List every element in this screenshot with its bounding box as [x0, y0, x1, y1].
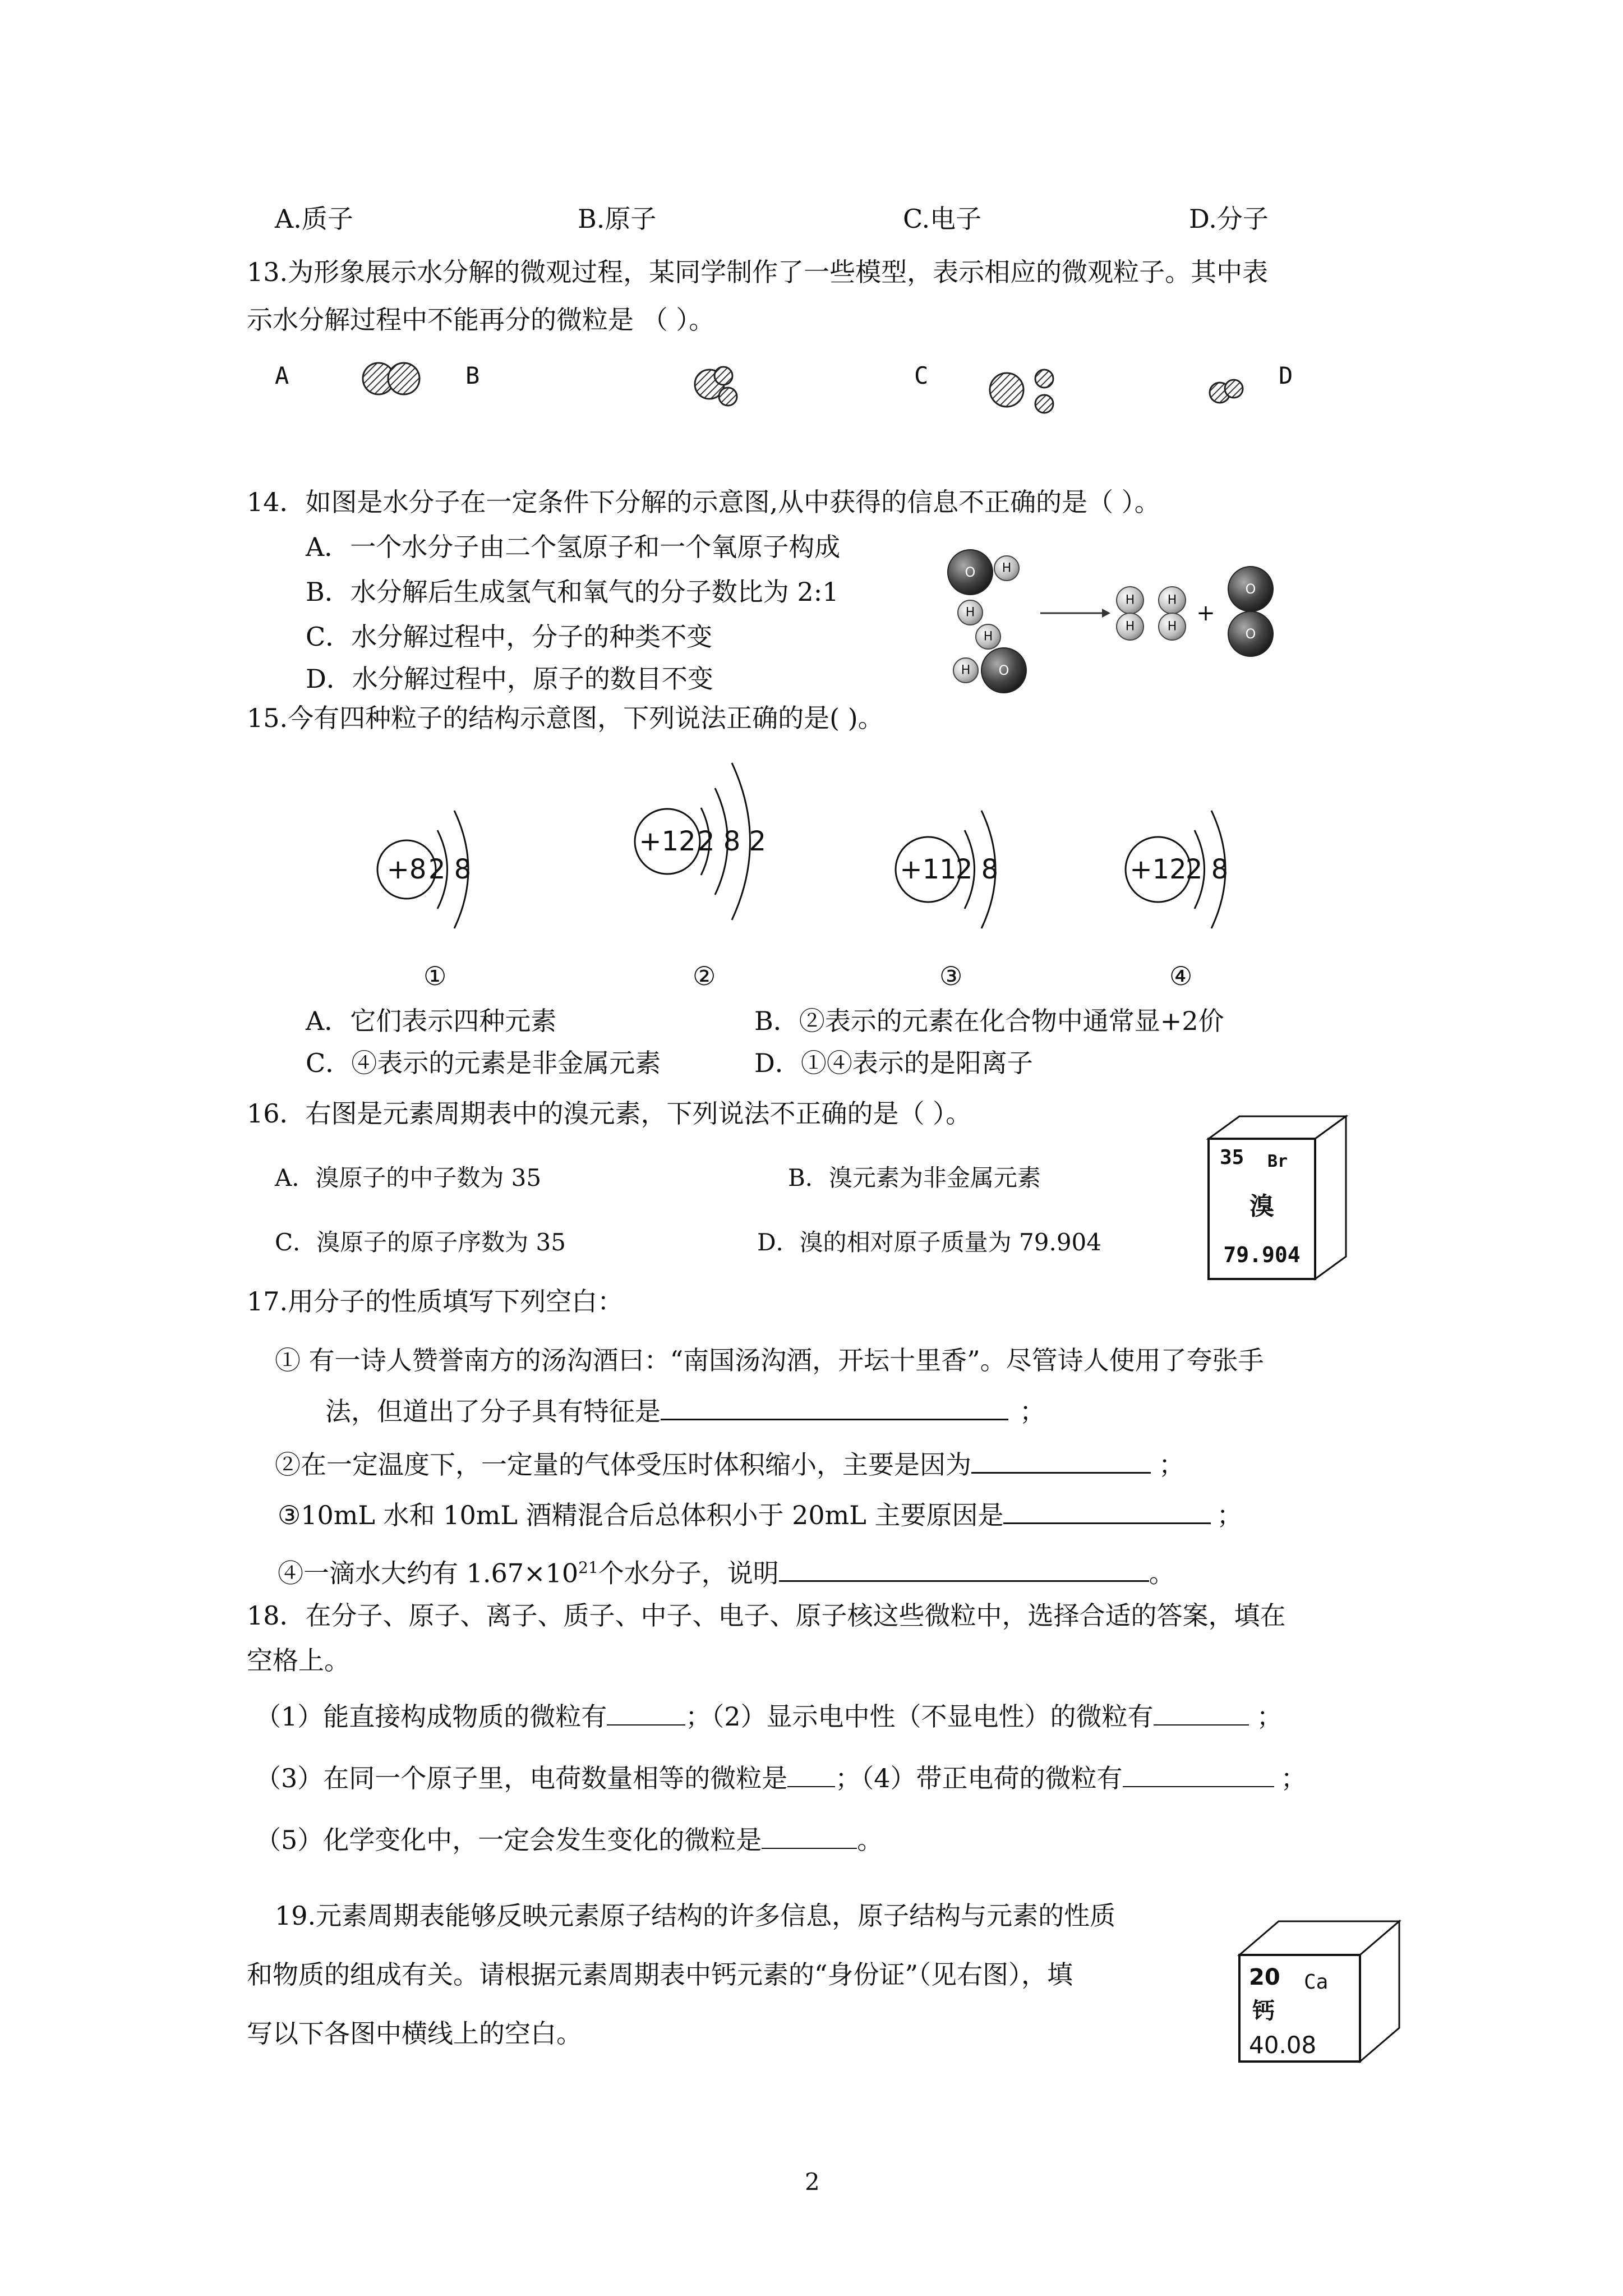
svg-text:H: H: [1002, 561, 1012, 576]
svg-text:O: O: [965, 564, 976, 580]
q16-option-c: C．溴原子的原子序数为 35: [275, 1228, 566, 1256]
atom-diagram-3: [886, 752, 1054, 931]
svg-text:+12: +12: [639, 826, 696, 857]
svg-text:H: H: [965, 605, 975, 620]
model-d-small-pair: [1206, 373, 1256, 407]
page-number: 2: [805, 2168, 820, 2196]
q15-option-a: A．它们表示四种元素: [306, 1006, 557, 1036]
q16-option-a: A．溴原子的中子数为 35: [275, 1164, 542, 1191]
svg-text:+12: +12: [1129, 854, 1187, 885]
q18-stem-line1: 18．在分子、原子、离子、质子、中子、电子、原子核这些微粒中，选择合适的答案，填在: [247, 1600, 1286, 1631]
q17-item1-line2: 法，但道出了分子具有特征是 ；: [325, 1394, 1045, 1428]
q17-stem: 17.用分子的性质填写下列空白：: [247, 1286, 624, 1317]
q17-item4: ④一滴水大约有 $1.67\times 10^{21}$个水分子，说明 。: [278, 1551, 1175, 1590]
svg-text:2 8: 2 8: [428, 854, 472, 885]
svg-text:H: H: [1125, 593, 1135, 608]
answer-blank-5[interactable]: [607, 1702, 685, 1726]
atom-diagram-2: [623, 746, 813, 931]
q18-part3: （5）化学变化中，一定会发生变化的微粒是 。: [255, 1825, 883, 1855]
svg-text:H: H: [961, 663, 971, 678]
q13-stem-line1: 13.为形象展示水分解的微观过程，某同学制作了一些模型，表示相应的微观粒子。其中表: [247, 257, 1269, 287]
svg-text:2 8 2: 2 8 2: [697, 826, 767, 857]
q16-option-b: B．溴元素为非金属元素: [788, 1164, 1041, 1191]
svg-text:O: O: [1245, 581, 1256, 597]
q19-stem-line2: 和物质的组成有关。请根据元素周期表中钙元素的“身份证”（见右图），填: [247, 1959, 1073, 1990]
q13-label-d: D: [1279, 362, 1293, 389]
answer-blank-7[interactable]: [787, 1764, 835, 1787]
answer-blank-6[interactable]: [1154, 1702, 1249, 1726]
diagram-mark-4: ④: [1169, 961, 1193, 991]
calcium-element-cell: [1237, 1918, 1405, 2070]
q15-stem: 15.今有四种粒子的结构示意图，下列说法正确的是( )。: [247, 703, 884, 733]
svg-text:H: H: [1167, 619, 1177, 634]
bromine-element-cell: [1206, 1114, 1352, 1287]
model-c-separate-atoms: [981, 359, 1066, 421]
svg-text:2 8: 2 8: [955, 854, 999, 885]
answer-blank-9[interactable]: [762, 1825, 857, 1849]
svg-text:79.904: 79.904: [1223, 1243, 1301, 1267]
q17-item1-line1: ① 有一诗人赞誉南方的汤沟酒曰：“南国汤沟酒，开坛十里香”。尽管诗人使用了夸张手: [275, 1345, 1264, 1375]
svg-text:H: H: [1167, 593, 1177, 608]
svg-text:O: O: [1245, 626, 1256, 642]
q12-option-c: C.电子: [903, 204, 982, 234]
q19-stem-line1: 19.元素周期表能够反映元素原子结构的许多信息，原子结构与元素的性质: [275, 1901, 1116, 1931]
q15-option-b: B．②表示的元素在化合物中通常显+2价: [754, 1006, 1224, 1036]
svg-text:+11: +11: [900, 854, 957, 885]
q18-part2: （3）在同一个原子里，电荷数量相等的微粒是 ；（4）带正电荷的微粒有 ；: [255, 1763, 1307, 1793]
q18-part1: （1）能直接构成物质的微粒有 ；（2）显示电中性（不显电性）的微粒有 ；: [255, 1701, 1283, 1732]
q16-option-d: D．溴的相对原子质量为 79.904: [757, 1228, 1101, 1256]
q14-option-b: B．水分解后生成氢气和氧气的分子数比为 2:1: [306, 577, 839, 607]
atom-diagram-4: [1116, 752, 1284, 931]
q14-stem: 14．如图是水分子在一定条件下分解的示意图,从中获得的信息不正确的是（ ）。: [247, 487, 1160, 517]
answer-blank-3[interactable]: [1003, 1498, 1211, 1524]
answer-blank-1[interactable]: [661, 1394, 1008, 1420]
q17-item2: ②在一定温度下，一定量的气体受压时体积缩小，主要是因为 ；: [275, 1447, 1184, 1481]
model-a-two-big-atoms: [359, 359, 426, 398]
answer-blank-4[interactable]: [779, 1556, 1149, 1582]
atom-diagram-1: [370, 752, 527, 931]
water-molecule-bottom: [953, 600, 1026, 693]
svg-text:40.08: 40.08: [1249, 2031, 1317, 2059]
q15-option-d: D．①④表示的是阳离子: [754, 1048, 1033, 1078]
answer-blank-2[interactable]: [971, 1447, 1151, 1474]
q12-option-b: B.原子: [578, 204, 657, 234]
svg-text:Ca: Ca: [1304, 1971, 1329, 1994]
svg-text:O: O: [998, 662, 1009, 678]
q12-option-d: D.分子: [1189, 204, 1269, 234]
svg-text:+8: +8: [386, 854, 427, 885]
q17-item3: ③10mL 水和 10mL 酒精混合后总体积小于 20mL 主要原因是 ；: [278, 1498, 1242, 1532]
svg-text:Br: Br: [1267, 1152, 1288, 1171]
diagram-mark-3: ③: [939, 961, 963, 991]
water-decomposition-diagram: [942, 547, 1290, 704]
svg-text:H: H: [1125, 619, 1135, 634]
model-b-molecule: [690, 362, 746, 412]
svg-text:2 8: 2 8: [1185, 854, 1229, 885]
svg-text:钙: 钙: [1252, 1998, 1275, 2024]
answer-blank-8[interactable]: [1123, 1764, 1274, 1787]
svg-text:20: 20: [1249, 1964, 1280, 1990]
q13-label-a: A: [275, 362, 289, 389]
diagram-mark-2: ②: [693, 961, 716, 991]
q15-option-c: C．④表示的元素是非金属元素: [306, 1048, 661, 1078]
svg-text:溴: 溴: [1249, 1192, 1274, 1221]
q16-stem: 16．右图是元素周期表中的溴元素，下列说法不正确的是（ ）。: [247, 1098, 972, 1129]
q14-option-c: C．水分解过程中，分子的种类不变: [306, 622, 713, 652]
q13-label-b: B: [465, 362, 480, 389]
q14-option-a: A．一个水分子由二个氢原子和一个氧原子构成: [306, 532, 841, 562]
diagram-mark-1: ①: [423, 961, 447, 991]
svg-text:+: +: [1196, 600, 1215, 626]
q14-option-d: D．水分解过程中，原子的数目不变: [306, 664, 713, 694]
svg-text:35: 35: [1220, 1146, 1244, 1169]
water-molecule-top: [948, 550, 1019, 595]
q19-stem-line3: 写以下各图中横线上的空白。: [247, 2018, 582, 2049]
q18-stem-line2: 空格上。: [247, 1645, 350, 1676]
q13-label-c: C: [914, 362, 929, 389]
svg-text:H: H: [983, 629, 993, 644]
q12-option-a: A.质子: [275, 204, 353, 234]
q13-stem-line2: 示水分解过程中不能再分的微粒是 （ ）。: [247, 305, 715, 335]
